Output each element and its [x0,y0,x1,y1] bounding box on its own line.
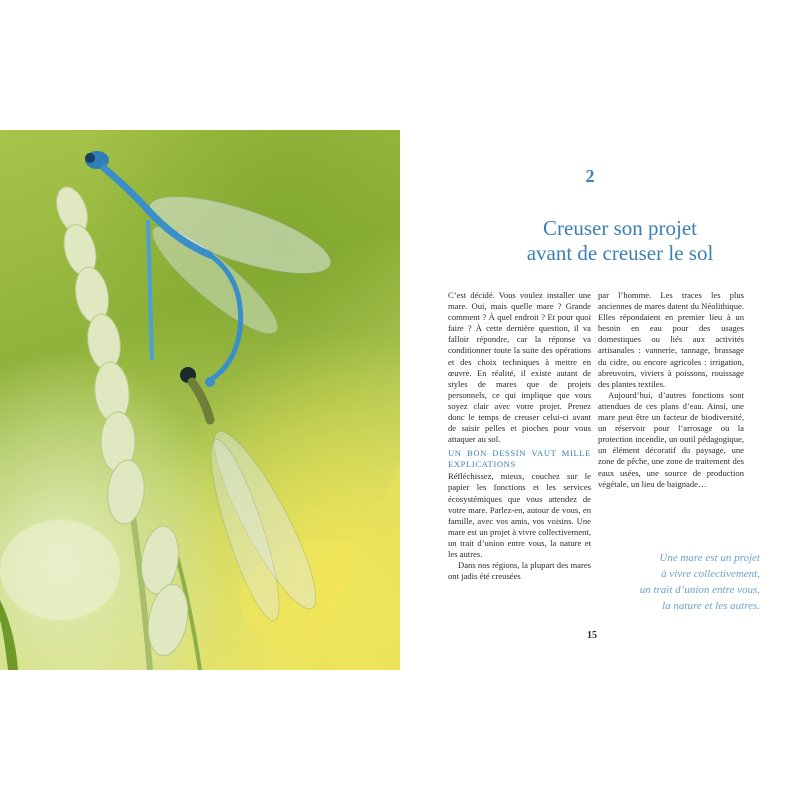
section-subheading: UN BON DESSIN VAUT MILLE EXPLICATIONS [448,448,591,470]
pull-quote-line: Une mare est un projet [659,552,760,564]
text-page [400,130,800,670]
pull-quote [605,550,760,614]
paragraph: C’est décidé. Vous voulez installer une mare. Oui, mais quelle mare ? Grande comment ? À quel endroit ? Et pour quoi faire ? À cette dernière question, il va falloir répondre, car la réponse va conditionner toute la suite des opérations et des choix techniques à mettre en œuvre. En réalité, il existe autant de styles de mares que de projets personnels, ce qui implique que vous soyez clair avec votre projet. Prenez donc le temps de creuser celui-ci avant de saisir pelles et pioches pour vous attaquer au sol. [448,290,591,445]
paragraph: par l’homme. Les traces les plus anciennes de mares datent du Néolithique. Elles répondaient en premier lieu à un besoin en eau pour des usages domestiques ou liés aux activités artisanales : vannerie, tannage, brassage du cidre, ou encore agricoles : irrigation, abreuvoirs, viviers à poissons, rouissage des plantes textiles. [598,290,744,389]
paragraph: Aujourd’hui, d’autres fonctions sont attendues de ces plans d’eau. Ainsi, une mare peut être un facteur de biodiversité, un réservoir pour l’arrosage ou la protection incendie, un outil pédagogique, un élément décoratif du paysage, une zone de pêche, une zone de traitement des eaux usées, une source de production végétale, un lieu de baignade… [598,389,744,489]
chapter-title [460,216,780,266]
paragraph: Dans nos régions, la plupart des mares ont jadis été creusées [448,560,591,582]
dragonfly-pair-on-grass-icon [0,130,400,670]
text-column-right [598,290,744,490]
dragonfly-photo [0,130,400,670]
page-number: 15 [587,630,597,641]
chapter-number: 2 [585,166,595,186]
paragraph: Réfléchissez, mieux, couchez sur le papier les fonctions et les services écosystémiques que vous attendez de votre mare. Parlez-en, autour de vous, en famille, avec vos amis, vos voisins. Une mare est un projet à vivre collectivement, un trait d’union entre vous, la nature et les autres. [448,471,591,559]
pull-quote-line: la nature et les autres. [662,600,760,612]
chapter-title-line2: avant de creuser le sol [526,241,714,265]
text-column-left [448,290,591,582]
pull-quote-line: à vivre collectivement, [661,568,760,580]
chapter-title-line1: Creuser son projet [543,216,697,240]
pull-quote-line: un trait d’union entre vous, [639,584,760,596]
